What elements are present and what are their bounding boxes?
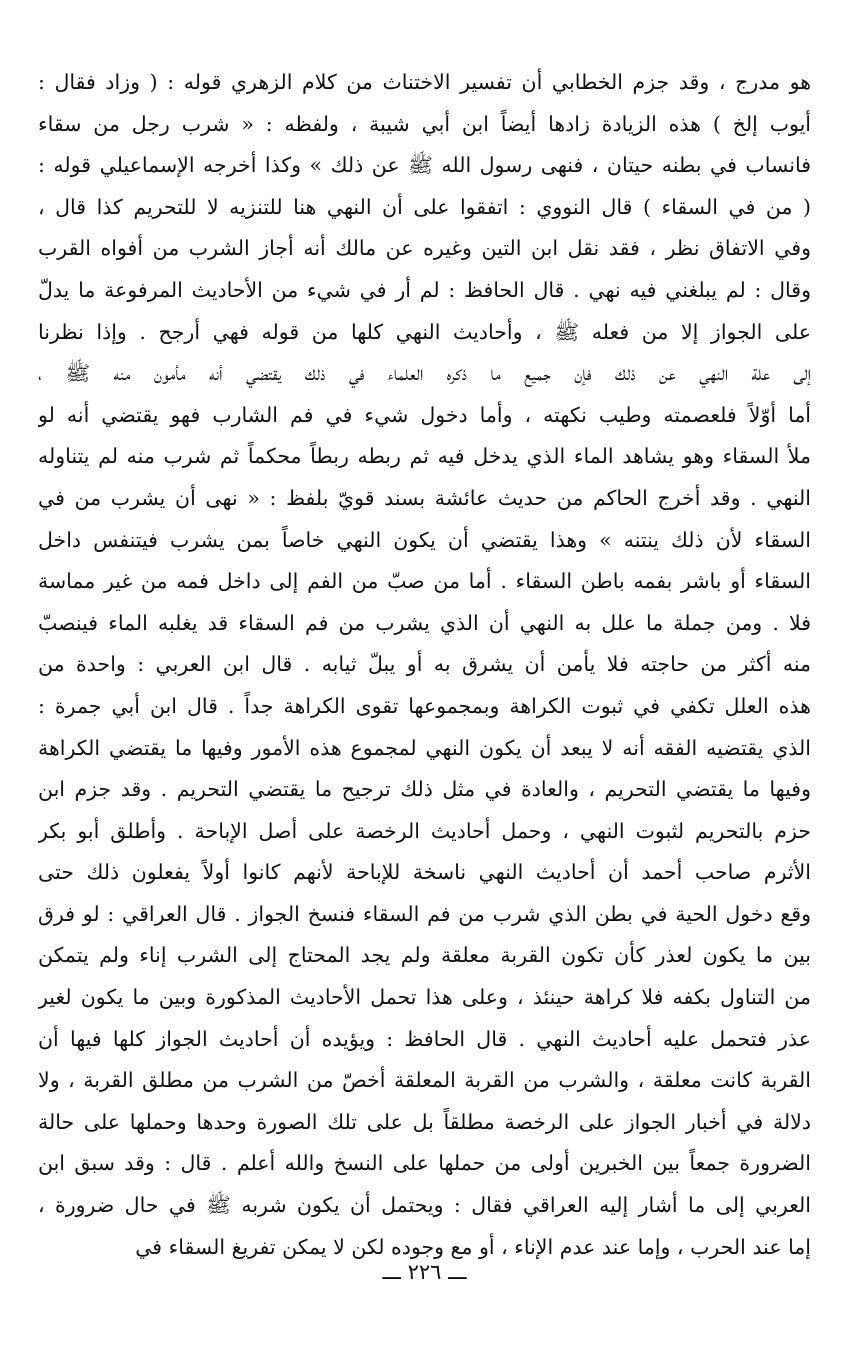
text-line: هذه العلل تكفي في ثبوت الكراهة وبمجموعها تقوى الكراهة جداً . قال ابن أبي جمرة : [38,693,811,718]
page-text [38,62,811,1268]
text-line: فانساب في بطنه حيتان ، فنهى رسول الله ﷺ عن ذلك » وكذا أخرجه الإسماعيلي قوله : [38,153,811,178]
text-line: على الجواز إلا من فعله ﷺ ، وأحاديث النهي كلها من قوله فهي أرجح . وإذا نظرنا [38,319,811,344]
text-line: ملأ السقاء وهو يشاهد الماء الذي يدخل فيه ثم ربطه ربطاً محكماً ثم شرب منه لم يتناوله [38,444,811,469]
text-line: أما أوّلاً فلعصمته وطيب نكهته ، وأما دخول شيء في فم الشارب فهو يقتضي أنه لو [38,402,811,427]
text-line: وقع دخول الحية في بطن الذي شرب من فم السقاء فنسخ الجواز . قال العراقي : لو فرق [38,901,811,926]
text-line: من التناول بكفه فلا كراهة حينئذ ، وعلى هذا تحمل الأحاديث المذكورة وبين ما يكون لغير [38,985,811,1010]
text-line: دلالة في أخبار الجواز على الرخصة مطلقاً بل على تلك الصورة وحدها وحملها على حالة [38,1109,811,1134]
page-number: ـــ ٢٢٦ ـــ [382,1260,467,1284]
text-line: أيوب إلخ ) هذه الزيادة زادها أيضاً ابن أبي شيبة ، ولفظه : « شرب رجل من سقاء [38,111,811,136]
text-line: فلا . ومن جملة ما علل به النهي أن الذي يشرب من فم السقاء قد يغلبه الماء فينصبّ [38,610,811,635]
text-line: السقاء أو باشر بفمه باطن السقاء . أما من صبّ من الفم إلى داخل فمه من غير مماسة [38,569,811,594]
text-line: بين ما يكون لعذر كأن تكون القربة معلقة ولم يجد المحتاج إلى الشرب إناء ولم يتمكن [38,943,811,968]
text-line: ( من في السقاء ) قال النووي : اتفقوا على أن النهي هنا للتنزيه لا للتحريم كذا قال ، [38,194,811,219]
text-line: السقاء لأن ذلك ينتنه » وهذا يقتضي أن يكون النهي خاصاً بمن يشرب فيتنفس داخل [38,527,811,552]
text-line: الذي يقتضيه الفقه أنه لا يبعد أن يكون النهي لمجموع هذه الأمور وفيها ما يقتضي الكراهة [38,735,811,760]
text-line: وفيها ما يقتضي التحريم ، والعادة في مثل ذلك ترجيح ما يقتضي التحريم . وقد جزم ابن [38,777,811,802]
text-line: العربي إلى ما أشار إليه العراقي فقال : ويحتمل أن يكون شربه ﷺ في حال ضرورة ، [38,1193,811,1218]
text-line: إما عند الحرب ، وإما عند عدم الإناء ، أو مع وجوده لكن لا يمكن تفريغ السقاء في [135,1234,811,1259]
text-line: منه أكثر من حاجته فلا يأمن أن يشرق به أو يبلّ ثيابه . قال ابن العربي : واحدة من [38,652,811,677]
text-line: الأثرم صاحب أحمد أن أحاديث النهي ناسخة للإباحة لأنهم كانوا أولاً يفعلون ذلك حتى [38,860,811,885]
text-line: وفي الاتفاق نظر ، فقد نقل ابن التين وغيره عن مالك أنه أجاز الشرب من أفواه القرب [38,236,811,261]
text-line: إلى علة النهي عن ذلك فإن جميع ما ذكره العلماء في ذلك يقتضي أنه مأمون منه ﷺ ، [38,361,811,386]
text-line: النهي . وقد أخرج الحاكم من حديث عائشة بسند قويّ بلفظ : « نهى أن يشرب من في [38,485,811,510]
text-line: حزم بالتحريم لثبوت النهي ، وحمل أحاديث الرخصة على أصل الإباحة . وأطلق أبو بكر [38,818,811,843]
text-line: هو مدرج ، وقد جزم الخطابي أن تفسير الاختناث من كلام الزهري قوله : ( وزاد فقال : [38,70,811,94]
text-line: عذر فتحمل عليه أحاديث النهي . قال الحافظ : ويؤيده أن أحاديث الجواز كلها فيها أن [38,1026,811,1051]
text-line: الضرورة جمعاً بين الخبرين أولى من حملها على النسخ والله أعلم . قال : وقد سبق ابن [38,1151,811,1176]
text-line: وقال : لم يبلغني فيه نهي . قال الحافظ : لم أر في شيء من الأحاديث المرفوعة ما يدلّ [38,277,811,302]
text-line: القربة كانت معلقة ، والشرب من القربة المعلقة أخصّ من الشرب من مطلق القربة ، ولا [38,1068,811,1093]
